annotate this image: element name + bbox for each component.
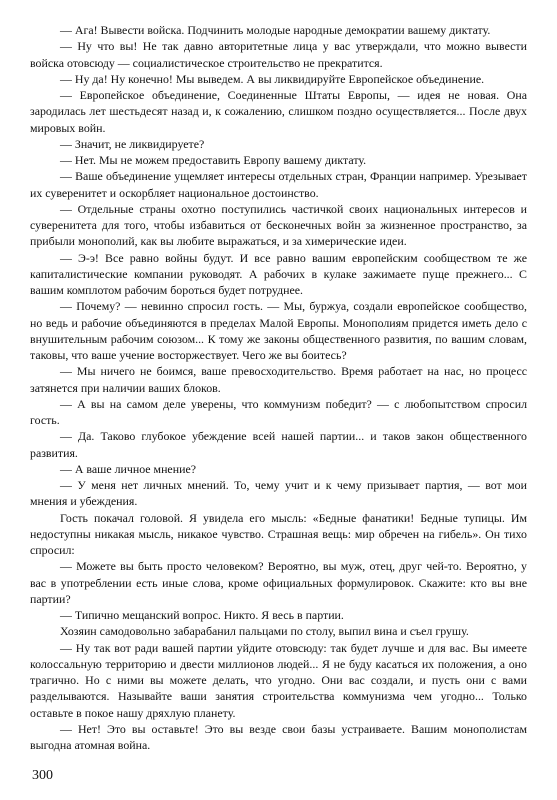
- paragraph: — Ну да! Ну конечно! Мы выведем. А вы ликвидируйте Европейское объединение.: [60, 71, 485, 86]
- page-number: 300: [32, 768, 53, 783]
- paragraph: — Почему? — невинно спросил гость. — Мы, буржуа, создали европейское сообщество, но ведь и рабочие объединяются в пределах Малой Европы. Монополиям придется иметь дело с внушительным рабочим союзом... К тому же законы общественного развития, по вашим словам, таковы, что ваше учение восторжествует. Чего же вы боитесь?: [30, 299, 527, 362]
- paragraph: — Мы ничего не боимся, ваше превосходительство. Время работает на нас, но процесс затянется при наличии ваших блоков.: [30, 364, 527, 395]
- paragraph: — Ну что вы! Не так давно авторитетные лица у вас утверждали, что можно вывести войска отовсюду — социалистическое строительство не прекратится.: [30, 39, 527, 70]
- paragraph: — Типично мещанский вопрос. Никто. Я весь в партии.: [60, 608, 344, 622]
- paragraph: — У меня нет личных мнений. То, чему учит и к чему призывает партия, — вот мои мнения и убеждения.: [30, 478, 527, 509]
- paragraph: — Отдельные страны охотно поступились частичкой своих национальных интересов и суверенитета для того, чтобы избавиться от бесконечных войн за жизненное пространство, за прибыли монополий, как вы любите выражаться, и за химерические идеи.: [30, 201, 527, 249]
- paragraph: Хозяин самодовольно забарабанил пальцами по столу, выпил вина и съел грушу.: [60, 624, 469, 639]
- paragraph: — Нет! Это вы оставьте! Это вы везде свои базы устраиваете. Вашим монополистам выгодна атомная война.: [30, 721, 527, 752]
- paragraph: — Ну так вот ради вашей партии уйдите отовсюду: так будет лучше и для вас. Вы имеете колоссальную территорию и двести миллионов людей... Я не буду касаться их положения, а оно трагично. Но с ними вы можете делать, что угодно. Они вас создали, и пусть они с вами разделываются. Называйте ваши занятия строительства коммунизма чем угодно... Только оставьте в покое нашу дряхлую планету.: [30, 640, 527, 720]
- paragraph: — Да. Таково глубокое убеждение всей нашей партии... и таков закон общественного развития.: [30, 429, 527, 460]
- paragraph: — А ваше личное мнение?: [60, 461, 196, 476]
- paragraph: — А вы на самом деле уверены, что коммунизм победит? — с любопытством спросил гость.: [30, 396, 527, 427]
- paragraph: — Европейское объединение, Соединенные Штаты Европы, — идея не новая. Она зародилась лет шестьдесят назад и, к сожалению, слишком поздно осуществляется... После двух мировых войн.: [30, 88, 527, 135]
- paragraph: — Нет. Мы не можем предоставить Европу вашему диктату.: [60, 153, 367, 167]
- paragraph: — Ага! Вывести войска. Подчинить молодые народные демократии вашему диктату.: [60, 23, 491, 37]
- paragraph: — Ваше объединение ущемляет интересы отдельных стран, Франции например. Урезывает их суверенитет и оскорбляет национальное достоинство.: [30, 169, 527, 200]
- paragraph: Гость покачал головой. Я увидела его мысль: «Бедные фанатики! Бедные тупицы. Им недоступны никакая мысль, никакое чувство. Страшная вещь: мир обречен на гибель». Он тихо спросил:: [30, 510, 527, 557]
- paragraph: — Можете вы быть просто человеком? Вероятно, вы муж, отец, друг чей-то. Вероятно, у вас в употреблении есть иные слова, кроме официальных формулировок. Скажите: кто вы вне партии?: [30, 559, 527, 606]
- paragraph: — Значит, не ликвидируете?: [60, 136, 205, 151]
- page-body: [30, 22, 527, 753]
- paragraph: — Э-э! Все равно войны будут. И все равно вашим европейским сообществом те же капиталистические компании руководят. А рабочих в кулаке зажимаете пуще прежнего... С вашим комплотом рабочим бороться будет потруднее.: [30, 250, 527, 297]
